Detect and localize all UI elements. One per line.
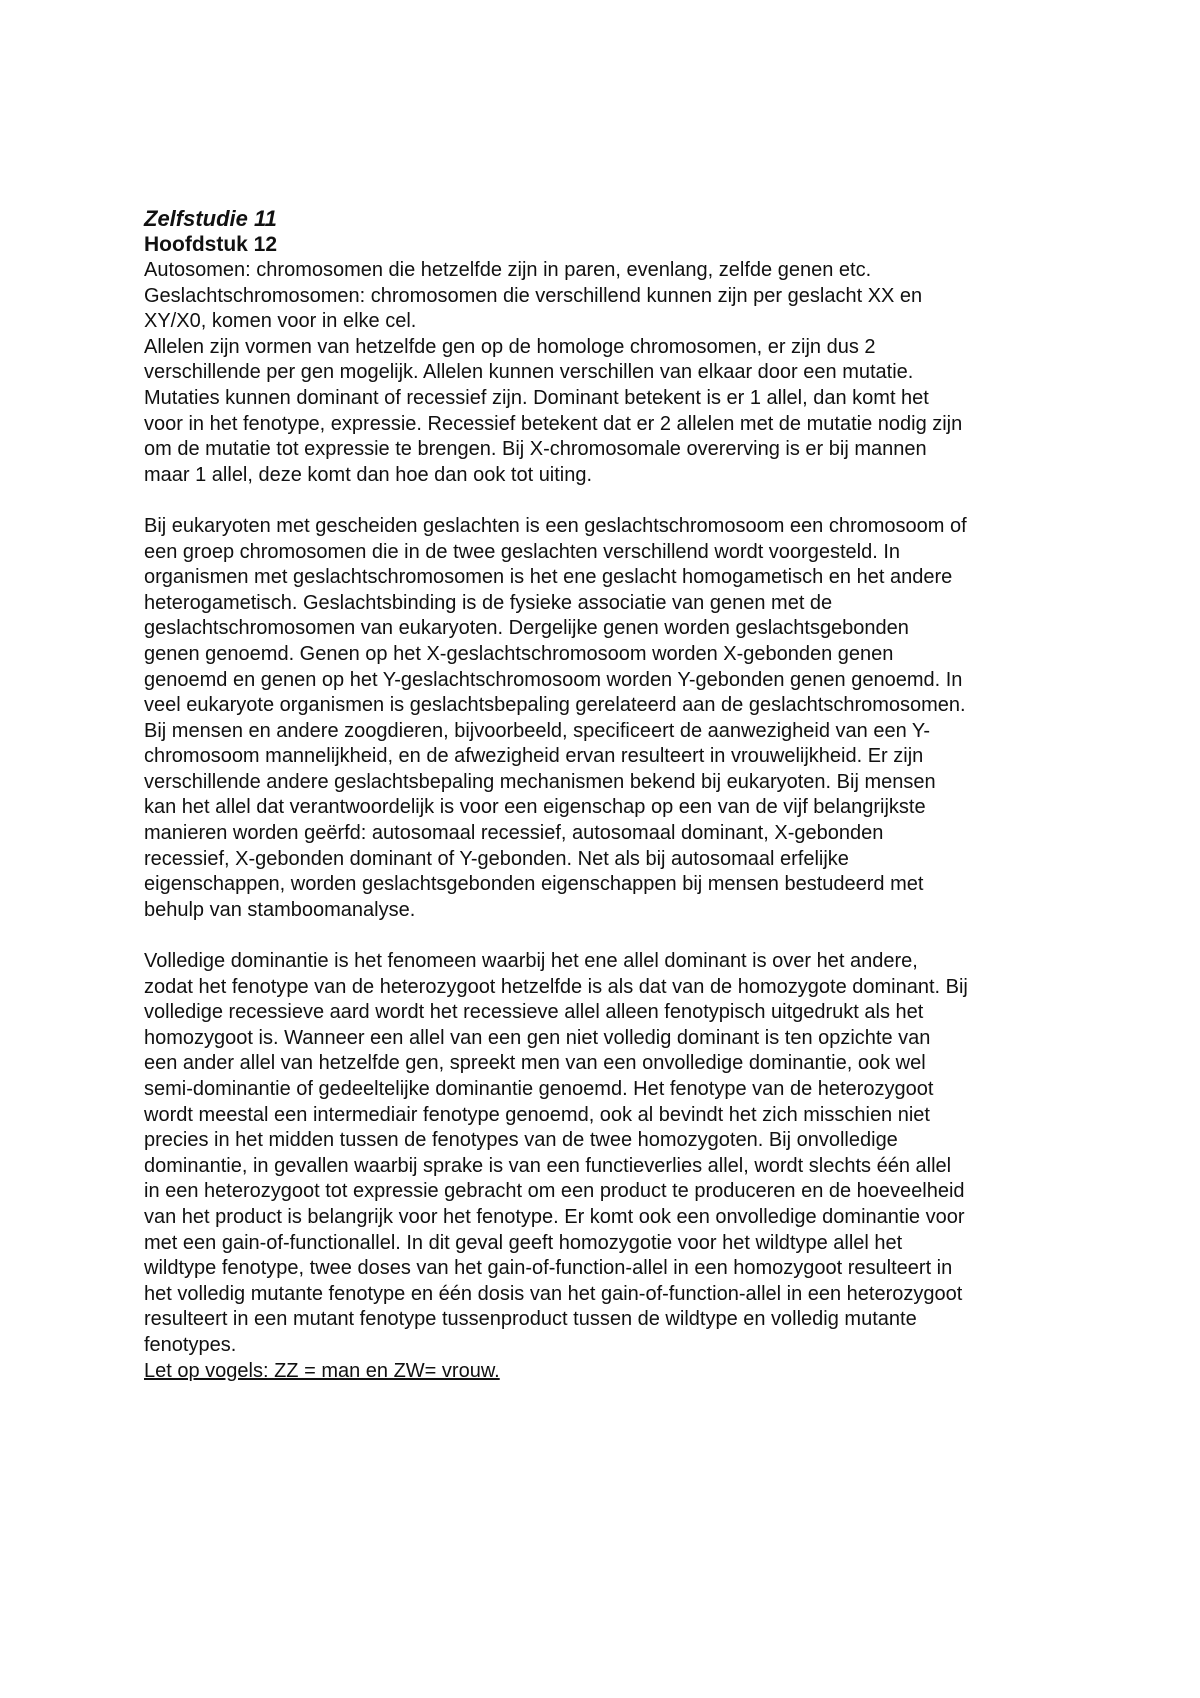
text-line: fenotypes.	[144, 1333, 237, 1356]
text-line: maar 1 allel, deze komt dan hoe dan ook tot uiting.	[144, 463, 593, 486]
text-line: veel eukaryote organismen is geslachtsbepaling gerelateerd aan de geslachtschromosomen.	[144, 694, 966, 717]
intro-paragraph	[144, 258, 1074, 488]
text-line: het volledig mutante fenotype en één dosis van het gain-of-function-allel in een heterozygoot	[144, 1282, 963, 1305]
text-line: XY/X0, komen voor in elke cel.	[144, 310, 417, 333]
text-line: een ander allel van hetzelfde gen, spreekt men van een onvolledige dominantie, ook wel	[144, 1052, 926, 1075]
text-line: in een heterozygoot tot expressie gebracht om een product te produceren en de hoeveelheid	[144, 1180, 965, 1203]
document-body	[144, 206, 1074, 1384]
text-line: Volledige dominantie is het fenomeen waarbij het ene allel dominant is over het andere,	[144, 950, 918, 973]
text-line: Mutaties kunnen dominant of recessief zijn. Dominant betekent is er 1 allel, dan komt het	[144, 386, 929, 409]
text-line: behulp van stamboomanalyse.	[144, 898, 416, 921]
paragraph-spacer	[144, 923, 1074, 949]
text-line: organismen met geslachtschromosomen is het ene geslacht homogametisch en het andere	[144, 566, 953, 589]
chapter-heading: Hoofdstuk 12	[144, 233, 278, 256]
text-line: Bij mensen en andere zoogdieren, bijvoorbeeld, specificeert de aanwezigheid van een Y-	[144, 719, 931, 742]
text-line: om de mutatie tot expressie te brengen. Bij X-chromosomale overerving is er bij mannen	[144, 438, 927, 461]
text-line: manieren worden geërfd: autosomaal recessief, autosomaal dominant, X-gebonden	[144, 822, 884, 845]
text-line: Allelen zijn vormen van hetzelfde gen op de homologe chromosomen, er zijn dus 2	[144, 335, 876, 358]
text-line: heterogametisch. Geslachtsbinding is de fysieke associatie van genen met de	[144, 591, 833, 614]
bird-sex-note: Let op vogels: ZZ = man en ZW= vrouw.	[144, 1359, 500, 1382]
text-line: met een gain-of-functionallel. In dit geval geeft homozygotie voor het wildtype allel het	[144, 1231, 903, 1254]
text-line: recessief, X-gebonden dominant of Y-gebonden. Net als bij autosomaal erfelijke	[144, 847, 849, 870]
text-line: genen genoemd. Genen op het X-geslachtschromosoom worden X-gebonden genen	[144, 642, 894, 665]
sex-linkage-paragraph	[144, 514, 1074, 924]
text-line: van het product is belangrijk voor het fenotype. Er komt ook een onvolledige dominantie voor	[144, 1205, 965, 1228]
document-title: Zelfstudie 11	[144, 206, 277, 231]
text-line: voor in het fenotype, expressie. Recessief betekent dat er 2 allelen met de mutatie nodig zijn	[144, 412, 963, 435]
text-line: wildtype fenotype, twee doses van het gain-of-function-allel in een homozygoot resulteert in	[144, 1257, 953, 1280]
text-line: verschillende per gen mogelijk. Allelen kunnen verschillen van elkaar door een mutatie.	[144, 361, 914, 384]
text-line: kan het allel dat verantwoordelijk is voor een eigenschap op een van de vijf belangrijkste	[144, 796, 926, 819]
text-line: Geslachtschromosomen: chromosomen die verschillend kunnen zijn per geslacht XX en	[144, 284, 923, 307]
text-line: eigenschappen, worden geslachtsgebonden eigenschappen bij mensen bestudeerd met	[144, 873, 924, 896]
text-line: wordt meestal een intermediair fenotype genoemd, ook al bevindt het zich misschien niet	[144, 1103, 930, 1126]
text-line: dominantie, in gevallen waarbij sprake is van een functieverlies allel, wordt slechts één allel	[144, 1154, 952, 1177]
dominance-paragraph	[144, 949, 1074, 1359]
text-line: semi-dominantie of gedeeltelijke dominantie genoemd. Het fenotype van de heterozygoot	[144, 1078, 934, 1100]
text-line: precies in het midden tussen de fenotypes van de twee homozygoten. Bij onvolledige	[144, 1129, 898, 1152]
text-line: volledige recessieve aard wordt het recessieve allel alleen fenotypisch uitgedrukt als het	[144, 1001, 924, 1024]
text-line: genoemd en genen op het Y-geslachtschromosoom worden Y-gebonden genen genoemd. In	[144, 668, 963, 691]
text-line: zodat het fenotype van de heterozygoot hetzelfde is als dat van de homozygote dominant. Bij	[144, 975, 968, 998]
text-line: Bij eukaryoten met gescheiden geslachten is een geslachtschromosoom een chromosoom of	[144, 514, 967, 537]
text-line: Autosomen: chromosomen die hetzelfde zijn in paren, evenlang, zelfde genen etc.	[144, 259, 872, 281]
text-line: een groep chromosomen die in de twee geslachten verschillend wordt voorgesteld. In	[144, 540, 900, 563]
text-line: verschillende andere geslachtsbepaling mechanismen bekend bij eukaryoten. Bij mensen	[144, 770, 936, 793]
text-line: geslachtschromosomen van eukaryoten. Dergelijke genen worden geslachtsgebonden	[144, 617, 909, 640]
text-line: chromosoom mannelijkheid, en de afwezigheid ervan resulteert in vrouwelijkheid. Er zijn	[144, 745, 924, 768]
text-line: homozygoot is. Wanneer een allel van een gen niet volledig dominant is ten opzichte van	[144, 1026, 931, 1049]
text-line: resulteert in een mutant fenotype tussenproduct tussen de wildtype en volledig mutante	[144, 1308, 917, 1331]
paragraph-spacer	[144, 488, 1074, 514]
